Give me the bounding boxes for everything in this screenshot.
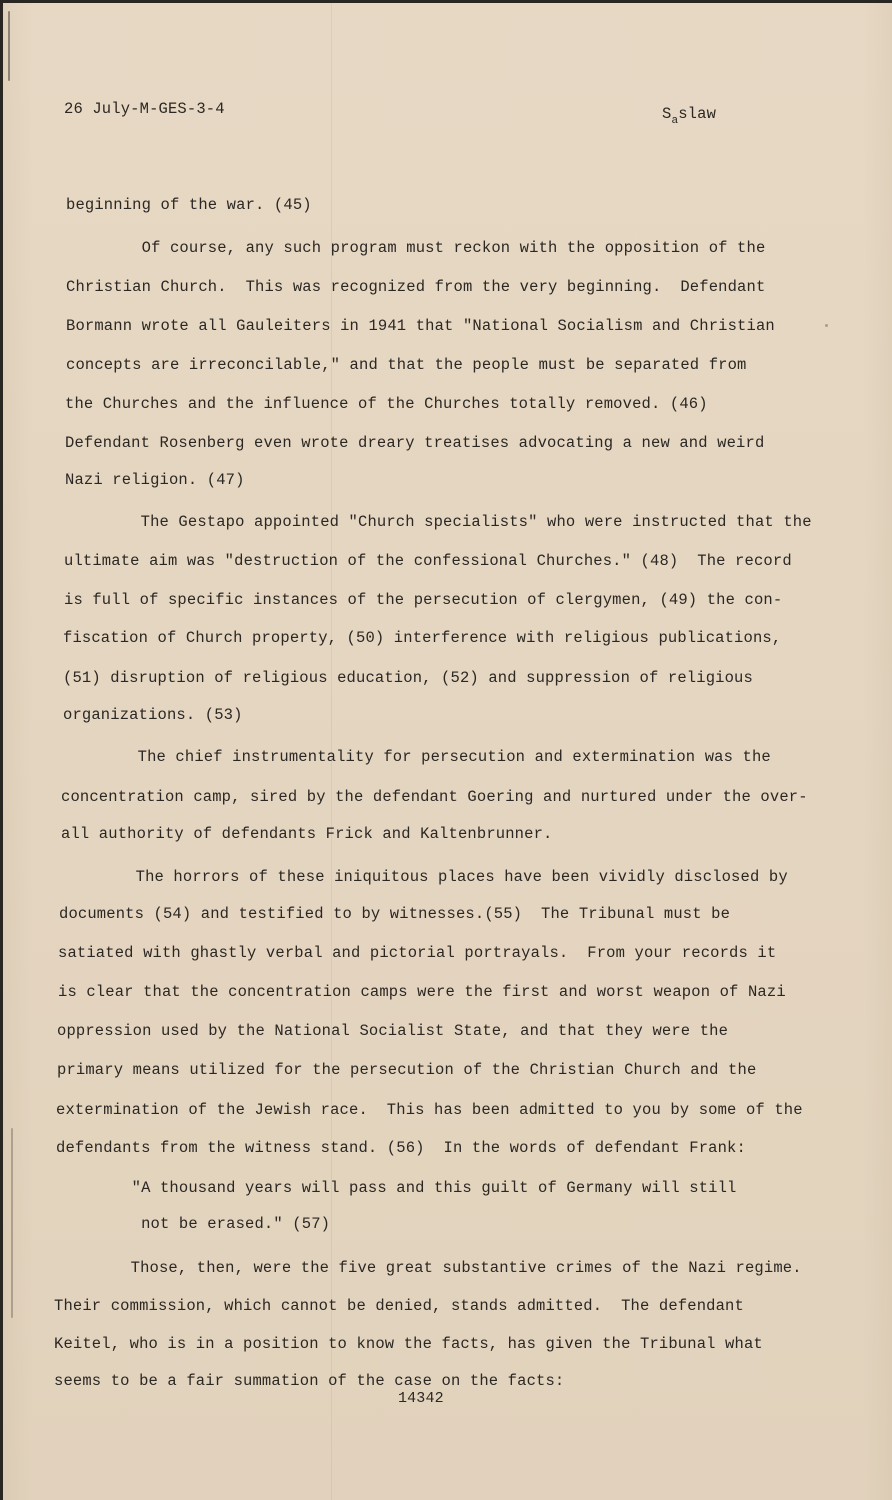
body-line: The horrors of these iniquitous places have been vividly disclosed by bbox=[60, 868, 788, 886]
quoted-line: "A thousand years will pass and this guilt of Germany will still bbox=[56, 1179, 737, 1197]
body-line: The Gestapo appointed "Church specialists" who were instructed that the bbox=[65, 513, 812, 531]
reporter-name bbox=[662, 104, 716, 126]
body-line: Christian Church. This was recognized from the very beginning. Defendant bbox=[66, 278, 766, 296]
torn-edge-mark bbox=[11, 1128, 13, 1318]
reporter-rest: slaw bbox=[678, 105, 717, 123]
page-number: 14342 bbox=[398, 1390, 444, 1407]
body-line: ultimate aim was "destruction of the confessional Churches." (48) The record bbox=[64, 552, 792, 570]
body-line: documents (54) and testified to by witnesses.(55) The Tribunal must be bbox=[59, 905, 731, 923]
body-line: oppression used by the National Socialist State, and that they were the bbox=[57, 1022, 729, 1040]
body-line: concentration camp, sired by the defendant Goering and nurtured under the over- bbox=[61, 788, 808, 806]
body-line: extermination of the Jewish race. This has been admitted to you by some of the bbox=[56, 1101, 803, 1119]
body-line: Their commission, which cannot be denied, stands admitted. The defendant bbox=[54, 1297, 744, 1315]
body-line: concepts are irreconcilable," and that the people must be separated from bbox=[66, 356, 747, 374]
body-line: satiated with ghastly verbal and pictorial portrayals. From your records it bbox=[58, 944, 777, 962]
body-line: Nazi religion. (47) bbox=[65, 471, 245, 489]
body-line: Keitel, who is in a position to know the facts, has given the Tribunal what bbox=[54, 1335, 763, 1353]
body-line: organizations. (53) bbox=[63, 706, 243, 724]
document-page bbox=[3, 3, 892, 1500]
body-line: Of course, any such program must reckon with the opposition of the bbox=[66, 239, 766, 257]
body-line: all authority of defendants Frick and Kaltenbrunner. bbox=[61, 825, 553, 843]
body-line: Bormann wrote all Gauleiters in 1941 that "National Socialism and Christian bbox=[66, 317, 775, 335]
body-line: beginning of the war. (45) bbox=[66, 196, 312, 214]
body-line: The chief instrumentality for persecution and extermination was the bbox=[62, 748, 771, 766]
body-line: the Churches and the influence of the Churches totally removed. (46) bbox=[65, 395, 708, 413]
document-id: 26 July-M-GES-3-4 bbox=[64, 100, 225, 118]
reporter-initial: S bbox=[662, 105, 672, 123]
body-line: Those, then, were the five great substantive crimes of the Nazi regime. bbox=[55, 1259, 802, 1277]
body-line: primary means utilized for the persecution of the Christian Church and the bbox=[57, 1061, 757, 1079]
body-line: fiscation of Church property, (50) interference with religious publications, bbox=[63, 629, 782, 647]
body-line: seems to be a fair summation of the case on the facts: bbox=[54, 1372, 565, 1390]
body-line: (51) disruption of religious education, (52) and suppression of religious bbox=[63, 669, 753, 687]
body-line: Defendant Rosenberg even wrote dreary treatises advocating a new and weird bbox=[65, 434, 765, 452]
body-line: is full of specific instances of the persecution of clergymen, (49) the con- bbox=[64, 591, 783, 609]
paper-speck bbox=[825, 324, 828, 327]
torn-edge-mark bbox=[8, 11, 10, 81]
quoted-line: not be erased." (57) bbox=[56, 1215, 331, 1233]
body-line: defendants from the witness stand. (56) In the words of defendant Frank: bbox=[56, 1139, 746, 1157]
reporter-subscript: a bbox=[671, 115, 679, 127]
body-line: is clear that the concentration camps were the first and worst weapon of Nazi bbox=[58, 983, 786, 1001]
